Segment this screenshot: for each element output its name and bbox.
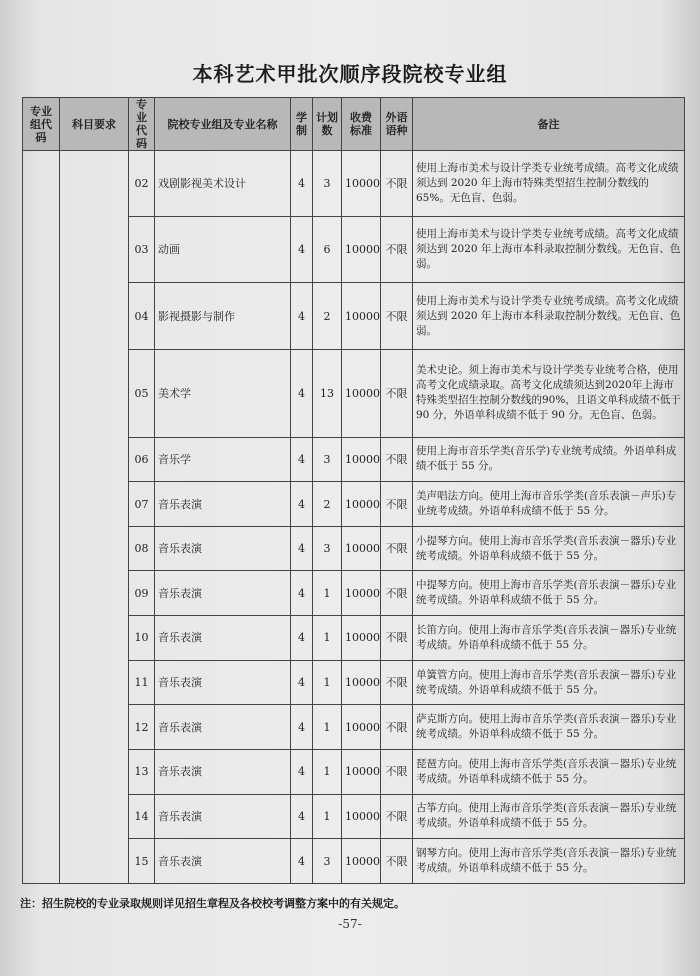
duration-cell: 4: [291, 151, 313, 217]
language-cell: 不限: [381, 839, 413, 884]
page-title: 本科艺术甲批次顺序段院校专业组: [192, 62, 508, 86]
major-name-cell: 动画: [155, 217, 291, 283]
note-cell: 中提琴方向。使用上海市音乐学类(音乐表演－器乐)专业统考成绩。外语单科成绩不低于 55 分。: [413, 571, 685, 616]
note-cell: 美术史论。须上海市美术与设计学类专业统考合格，使用高考文化成绩录取。高考文化成绩须达到2020年上海市特殊类型招生控制分数线的90%，且语文单科成绩不低于 90 分，外语单科成绩不低于 90 分。无色盲、色弱。: [413, 349, 685, 437]
major-name-cell: 音乐表演: [155, 705, 291, 750]
language-cell: 不限: [381, 705, 413, 750]
plan-cell: 1: [313, 705, 342, 750]
plan-cell: 1: [313, 616, 342, 661]
duration-cell: 4: [291, 705, 313, 750]
major-name-cell: 音乐表演: [155, 660, 291, 705]
duration-cell: 4: [291, 660, 313, 705]
major-name-cell: 音乐表演: [155, 794, 291, 839]
fee-cell: 10000: [342, 794, 381, 839]
duration-cell: 4: [291, 839, 313, 884]
plan-cell: 1: [313, 750, 342, 795]
note-cell: 使用上海市音乐学类(音乐学)专业统考成绩。外语单科成绩不低于 55 分。: [413, 437, 685, 482]
major-name-cell: 音乐表演: [155, 526, 291, 571]
language-cell: 不限: [381, 217, 413, 283]
header-fee: 收费标准: [342, 98, 381, 151]
page-number: -57-: [338, 917, 362, 931]
fee-cell: 10000: [342, 750, 381, 795]
note-cell: 单簧管方向。使用上海市音乐学类(音乐表演－器乐)专业统考成绩。外语单科成绩不低于 55 分。: [413, 660, 685, 705]
fee-cell: 10000: [342, 571, 381, 616]
fee-cell: 10000: [342, 151, 381, 217]
language-cell: 不限: [381, 616, 413, 661]
fee-cell: 10000: [342, 660, 381, 705]
language-cell: 不限: [381, 526, 413, 571]
plan-cell: 1: [313, 794, 342, 839]
fee-cell: 10000: [342, 705, 381, 750]
duration-cell: 4: [291, 283, 313, 349]
note-cell: 萨克斯方向。使用上海市音乐学类(音乐表演－器乐)专业统考成绩。外语单科成绩不低于 55 分。: [413, 705, 685, 750]
plan-cell: 2: [313, 283, 342, 349]
plan-cell: 3: [313, 437, 342, 482]
header-language: 外语语种: [381, 98, 413, 151]
table-body: [23, 151, 685, 884]
duration-cell: 4: [291, 482, 313, 527]
fee-cell: 10000: [342, 349, 381, 437]
major-name-cell: 音乐表演: [155, 750, 291, 795]
header-subject-req: 科目要求: [60, 98, 129, 151]
duration-cell: 4: [291, 750, 313, 795]
language-cell: 不限: [381, 660, 413, 705]
major-name-cell: 音乐表演: [155, 482, 291, 527]
subject-req-cell: [60, 151, 129, 884]
duration-cell: 4: [291, 217, 313, 283]
language-cell: 不限: [381, 482, 413, 527]
duration-cell: 4: [291, 571, 313, 616]
language-cell: 不限: [381, 750, 413, 795]
language-cell: 不限: [381, 437, 413, 482]
note-cell: 使用上海市美术与设计学类专业统考成绩。高考文化成绩须达到 2020 年上海市特殊类型招生控制分数线的 65%。无色盲、色弱。: [413, 151, 685, 217]
table-row: [23, 151, 685, 217]
major-name-cell: 影视摄影与制作: [155, 283, 291, 349]
table-header-row: [23, 98, 685, 151]
note-cell: 古筝方向。使用上海市音乐学类(音乐表演－器乐)专业统考成绩。外语单科成绩不低于 55 分。: [413, 794, 685, 839]
major-name-cell: 音乐学: [155, 437, 291, 482]
header-notes: 备注: [413, 98, 685, 151]
admissions-table: [22, 97, 685, 884]
language-cell: 不限: [381, 794, 413, 839]
plan-cell: 6: [313, 217, 342, 283]
plan-cell: 3: [313, 839, 342, 884]
major-code-cell: 12: [129, 705, 155, 750]
major-code-cell: 08: [129, 526, 155, 571]
major-code-cell: 02: [129, 151, 155, 217]
major-code-cell: 10: [129, 616, 155, 661]
major-code-cell: 09: [129, 571, 155, 616]
fee-cell: 10000: [342, 437, 381, 482]
note-cell: 钢琴方向。使用上海市音乐学类(音乐表演－器乐)专业统考成绩。外语单科成绩不低于 55 分。: [413, 839, 685, 884]
fee-cell: 10000: [342, 482, 381, 527]
major-code-cell: 05: [129, 349, 155, 437]
note-cell: 小提琴方向。使用上海市音乐学类(音乐表演－器乐)专业统考成绩。外语单科成绩不低于 55 分。: [413, 526, 685, 571]
language-cell: 不限: [381, 349, 413, 437]
major-name-cell: 音乐表演: [155, 616, 291, 661]
fee-cell: 10000: [342, 839, 381, 884]
major-code-cell: 03: [129, 217, 155, 283]
major-code-cell: 15: [129, 839, 155, 884]
major-name-cell: 音乐表演: [155, 839, 291, 884]
header-plan: 计划数: [313, 98, 342, 151]
major-name-cell: 美术学: [155, 349, 291, 437]
header-duration: 学制: [291, 98, 313, 151]
major-code-cell: 11: [129, 660, 155, 705]
language-cell: 不限: [381, 283, 413, 349]
plan-cell: 3: [313, 526, 342, 571]
major-name-cell: 音乐表演: [155, 571, 291, 616]
plan-cell: 2: [313, 482, 342, 527]
language-cell: 不限: [381, 151, 413, 217]
plan-cell: 13: [313, 349, 342, 437]
header-group-code: 专业组代码: [23, 98, 60, 151]
fee-cell: 10000: [342, 526, 381, 571]
language-cell: 不限: [381, 571, 413, 616]
note-cell: 长笛方向。使用上海市音乐学类(音乐表演－器乐)专业统考成绩。外语单科成绩不低于 55 分。: [413, 616, 685, 661]
duration-cell: 4: [291, 349, 313, 437]
major-code-cell: 07: [129, 482, 155, 527]
footnote: 注：招生院校的专业录取规则详见招生章程及各校校考调整方案中的有关规定。: [20, 897, 405, 910]
duration-cell: 4: [291, 437, 313, 482]
plan-cell: 1: [313, 571, 342, 616]
fee-cell: 10000: [342, 616, 381, 661]
plan-cell: 3: [313, 151, 342, 217]
fee-cell: 10000: [342, 217, 381, 283]
note-cell: 使用上海市美术与设计学类专业统考成绩。高考文化成绩须达到 2020 年上海市本科录取控制分数线。无色盲、色弱。: [413, 283, 685, 349]
note-cell: 美声唱法方向。使用上海市音乐学类(音乐表演－声乐)专业统考成绩。外语单科成绩不低于 55 分。: [413, 482, 685, 527]
group-code-cell: [23, 151, 60, 884]
note-cell: 使用上海市美术与设计学类专业统考成绩。高考文化成绩须达到 2020 年上海市本科录取控制分数线。无色盲、色弱。: [413, 217, 685, 283]
duration-cell: 4: [291, 616, 313, 661]
major-name-cell: 戏剧影视美术设计: [155, 151, 291, 217]
major-code-cell: 13: [129, 750, 155, 795]
header-major-name: 院校专业组及专业名称: [155, 98, 291, 151]
duration-cell: 4: [291, 526, 313, 571]
duration-cell: 4: [291, 794, 313, 839]
header-major-code: 专业代码: [129, 98, 155, 151]
plan-cell: 1: [313, 660, 342, 705]
major-code-cell: 14: [129, 794, 155, 839]
note-cell: 琵琶方向。使用上海市音乐学类(音乐表演－器乐)专业统考成绩。外语单科成绩不低于 55 分。: [413, 750, 685, 795]
major-code-cell: 04: [129, 283, 155, 349]
major-code-cell: 06: [129, 437, 155, 482]
fee-cell: 10000: [342, 283, 381, 349]
